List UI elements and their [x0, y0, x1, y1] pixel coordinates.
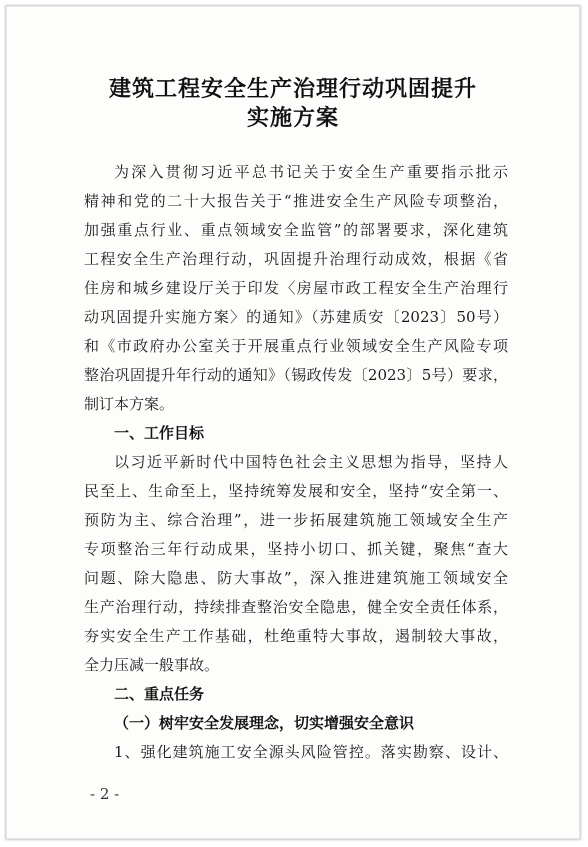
- section-heading-tasks: 二、重点任务: [114, 685, 205, 703]
- text-line: 住房和城乡建设厅关于印发〈房屋市政工程安全生产治理行: [84, 279, 508, 297]
- text-line: 以习近平新时代中国特色社会主义思想为指导，坚持人: [114, 453, 508, 471]
- text-line: 制订本方案。: [84, 395, 175, 413]
- text-line: 和《市政府办公室关于开展重点行业领域安全生产风险专项: [84, 337, 508, 355]
- text-line: 问题、除大隐患、防大事故”，深入推进建筑施工领域安全: [84, 569, 508, 587]
- section-heading-goals: 一、工作目标: [114, 424, 205, 442]
- text-line: 工程安全生产治理行动，巩固提升治理行动成效，根据《省: [84, 250, 508, 268]
- text-line: 为深入贯彻习近平总书记关于安全生产重要指示批示: [114, 163, 508, 181]
- document-title-line-2: 实施方案: [246, 106, 339, 131]
- text-line: 整治巩固提升年行动的通知》（锡政传发〔2023〕5号）要求，: [84, 366, 508, 384]
- text-line: 夯实安全生产工作基础，杜绝重特大事故，遏制较大事故，: [84, 627, 508, 645]
- text-line: 民至上、生命至上，坚持统筹发展和安全，坚持“安全第一、: [84, 482, 508, 500]
- text-line: 专项整治三年行动成果，坚持小切口、抓关键，聚焦“查大: [84, 540, 508, 558]
- text-line: 生产治理行动，持续排查整治安全隐患，健全安全责任体系，: [84, 598, 508, 616]
- text-line: 精神和党的二十大报告关于“推进安全生产风险专项整治，: [84, 192, 508, 210]
- page-number: - 2 -: [90, 785, 120, 803]
- text-line: 全力压减一般事故。: [84, 656, 220, 674]
- text-line: 1、强化建筑施工安全源头风险管控。落实勘察、设计、: [114, 743, 508, 761]
- text-line: 动巩固提升实施方案〉的通知》（苏建质安〔2023〕50号）: [84, 308, 508, 326]
- subsection-heading: （一）树牢安全发展理念，切实增强安全意识: [114, 714, 415, 732]
- text-line: 加强重点行业、重点领域安全监管”的部署要求，深化建筑: [84, 221, 508, 239]
- document-page: [6, 6, 580, 839]
- document-title-line-1: 建筑工程安全生产治理行动巩固提升: [108, 77, 477, 102]
- text-line: 预防为主、综合治理”，进一步拓展建筑施工领域安全生产: [84, 511, 508, 529]
